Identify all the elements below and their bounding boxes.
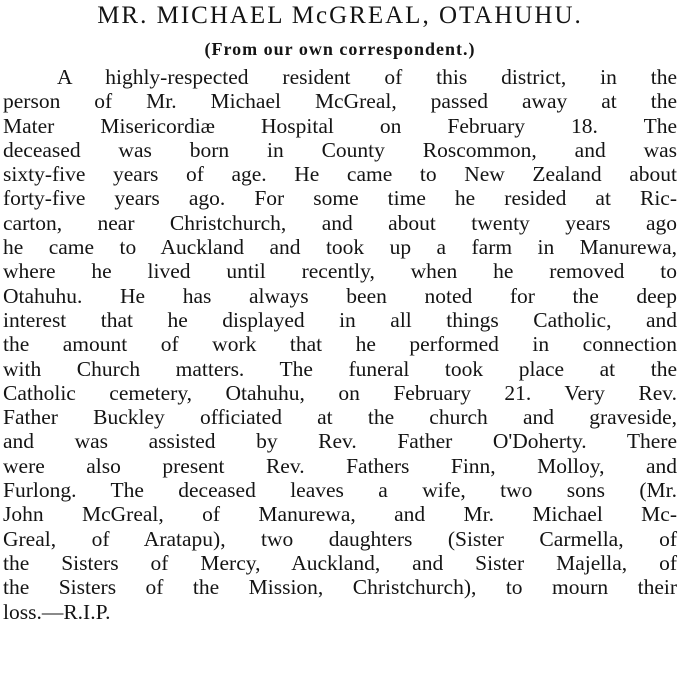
- article-headline: MR. MICHAEL McGREAL, OTAHUHU.: [97, 2, 583, 29]
- body-line: Greal, of Aratapu), two daughters (Sister Carmella, of: [3, 526, 677, 551]
- body-line: Mater Misericordiæ Hospital on February 18. The: [3, 113, 677, 138]
- body-line: interest that he displayed in all things Catholic, and: [3, 307, 677, 332]
- body-line: sixty-five years of age. He came to New Zealand about: [3, 162, 677, 187]
- body-line: Catholic cemetery, Otahuhu, on February 21. Very Rev.: [3, 380, 677, 405]
- body-line: deceased was born in County Roscommon, and was: [3, 137, 677, 162]
- body-line: and was assisted by Rev. Father O'Doherty. There: [3, 429, 677, 454]
- body-line: Father Buckley officiated at the church and graveside,: [3, 405, 677, 430]
- body-line: loss.—R.I.P.: [3, 599, 111, 624]
- article-body: [3, 65, 677, 624]
- body-line: with Church matters. The funeral took place at the: [3, 356, 677, 381]
- body-line: he came to Auckland and took up a farm in Manurewa,: [3, 235, 677, 260]
- body-line: the Sisters of the Mission, Christchurch), to mourn their: [3, 575, 677, 600]
- body-line: were also present Rev. Fathers Finn, Molloy, and: [3, 453, 677, 478]
- body-line: the Sisters of Mercy, Auckland, and Sister Majella, of: [3, 550, 677, 575]
- body-line: where he lived until recently, when he removed to: [3, 259, 677, 284]
- body-line: person of Mr. Michael McGreal, passed away at the: [3, 89, 677, 114]
- body-line: Otahuhu. He has always been noted for the deep: [3, 283, 677, 308]
- body-line: John McGreal, of Manurewa, and Mr. Michael Mc-: [3, 502, 677, 527]
- body-line: forty-five years ago. For some time he resided at Ric-: [3, 186, 677, 211]
- body-line: the amount of work that he performed in connection: [3, 332, 677, 357]
- body-line: Furlong. The deceased leaves a wife, two sons (Mr.: [3, 478, 677, 503]
- article-byline: (From our own correspondent.): [204, 39, 476, 59]
- body-line: carton, near Christchurch, and about twenty years ago: [3, 210, 677, 235]
- body-line: A highly-respected resident of this district, in the: [57, 65, 677, 89]
